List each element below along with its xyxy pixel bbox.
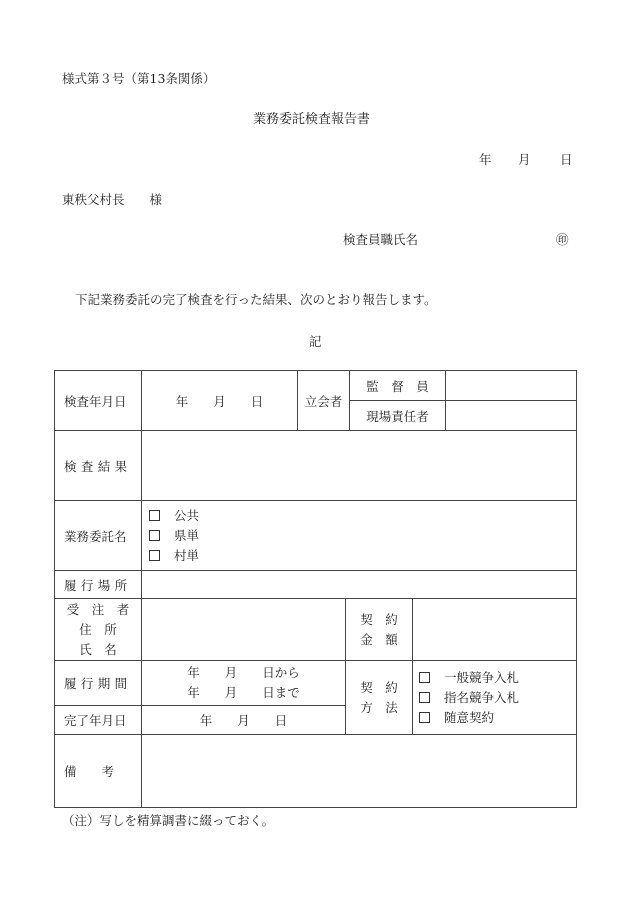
site-manager-field[interactable] — [446, 401, 576, 430]
contract-method-label-line1: 契 約 — [360, 679, 398, 695]
task-option-prefecture[interactable] — [149, 525, 199, 545]
task-option-label: 村単 — [174, 548, 200, 563]
method-option-nominated-bid[interactable] — [419, 687, 519, 707]
checkbox-icon[interactable] — [419, 672, 430, 683]
contract-method-options — [419, 667, 519, 727]
checkbox-icon[interactable] — [149, 510, 160, 521]
seal-mark: ㊞ — [556, 232, 569, 247]
method-option-label: 随意契約 — [444, 710, 495, 725]
performance-place-label: 履行場所 — [64, 577, 132, 593]
task-option-label: 県単 — [174, 528, 200, 543]
document-title: 業務委託検査報告書 — [253, 112, 371, 127]
supervisor-field[interactable] — [446, 371, 576, 400]
contractor-address-label: 住 所 — [79, 621, 117, 637]
inspection-result-field[interactable] — [142, 431, 576, 500]
period-from: 年 月 日から — [187, 665, 300, 680]
witness-label: 立会者 — [304, 393, 343, 409]
method-option-label: 指名競争入札 — [444, 690, 520, 705]
inspector-label: 検査員職氏名 — [343, 232, 419, 247]
contract-method-label — [346, 661, 412, 734]
method-option-label: 一般競争入札 — [444, 670, 520, 685]
date-month: 月 — [518, 152, 531, 167]
contract-method-label-line2: 方 法 — [360, 699, 398, 715]
task-option-village[interactable] — [149, 545, 199, 565]
contractor-name-label: 氏 名 — [79, 641, 117, 657]
method-option-negotiated[interactable] — [419, 707, 519, 727]
contract-amount-label-line2: 金 額 — [360, 631, 398, 647]
inspection-date-value: 年 月 日 — [175, 393, 264, 409]
footnote: （注）写しを精算調書に綴っておく。 — [62, 813, 275, 828]
checkbox-icon[interactable] — [149, 530, 160, 541]
completion-date-label: 完了年月日 — [64, 713, 127, 728]
completion-date-value: 年 月 日 — [199, 713, 288, 728]
task-name-label: 業務委託名 — [64, 528, 127, 544]
site-manager-label: 現場責任者 — [366, 408, 429, 424]
contractor-field[interactable] — [142, 599, 345, 660]
contract-amount-field[interactable] — [413, 599, 576, 660]
addressee: 東秩父村長 様 — [62, 192, 163, 207]
task-type-options — [149, 505, 199, 565]
remarks-label: 備 考 — [64, 764, 115, 779]
period-to: 年 月 日まで — [187, 685, 300, 700]
checkbox-icon[interactable] — [419, 712, 430, 723]
inspection-date-label: 検査年月日 — [64, 393, 127, 409]
supervisor-label: 監 督 員 — [366, 378, 429, 394]
performance-period-label: 履行期間 — [64, 676, 132, 691]
contract-amount-label-line1: 契 約 — [360, 611, 398, 627]
performance-place-field[interactable] — [142, 571, 576, 598]
task-option-label: 公共 — [174, 508, 200, 523]
contract-amount-label — [346, 599, 412, 660]
date-day: 日 — [560, 152, 573, 167]
performance-period-value — [142, 661, 345, 705]
inspection-result-label: 検査結果 — [64, 458, 132, 474]
checkbox-icon[interactable] — [149, 550, 160, 561]
ki-label: 記 — [309, 334, 322, 349]
remarks-field[interactable] — [142, 735, 576, 807]
date-year: 年 — [479, 152, 492, 167]
checkbox-icon[interactable] — [419, 692, 430, 703]
contractor-label — [55, 599, 141, 660]
method-option-general-bid[interactable] — [419, 667, 519, 687]
contractor-label-line: 受 注 者 — [66, 601, 130, 617]
task-option-public[interactable] — [149, 505, 199, 525]
form-number: 様式第３号（第13条関係） — [62, 71, 216, 86]
intro-text: 下記業務委託の完了検査を行った結果、次のとおり報告します。 — [75, 292, 437, 307]
